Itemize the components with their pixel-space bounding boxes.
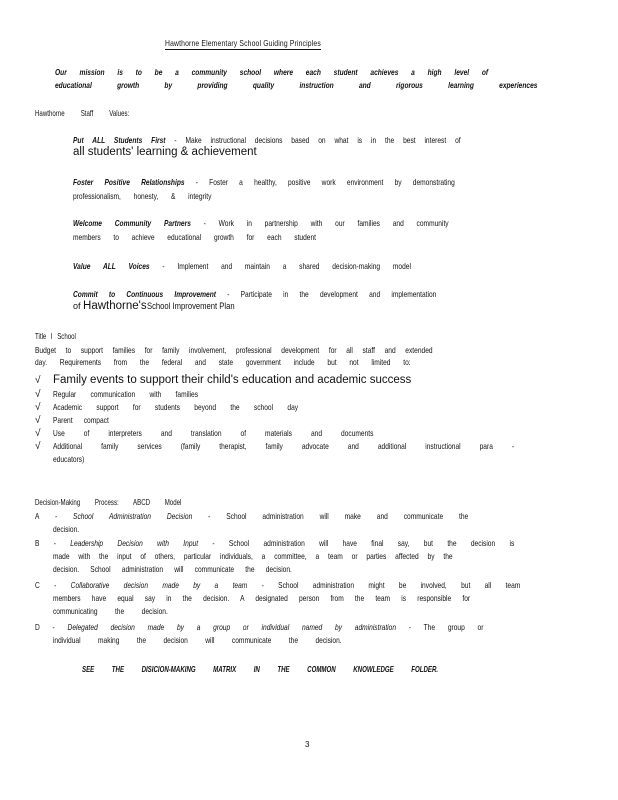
decision-label: School Administration Decision: [73, 511, 193, 521]
decision-item: D - Delegated decision made by a group or individual named by administration - The group or individual making the decision will communicate the decision.: [35, 622, 484, 645]
decision-item: B - Leadership Decision with Input - School administration will have final say, but the decision is made with the input of others, particular individuals, a committee, a team or parties affected by the decision. School administration will communicate the decision.: [35, 538, 515, 574]
decision-label: Collaborative decision made by a team: [70, 580, 248, 590]
mission-line-2: educational growth by providing quality instruction and rigorous learning experiences: [55, 80, 538, 90]
mission-statement: [55, 66, 575, 92]
title-one-heading: Title I School: [35, 331, 76, 341]
value-text: - Make instructional decisions based on what is in the best interest of: [174, 135, 461, 145]
value-item: [73, 135, 553, 158]
value-text-cont: professionalism, honesty, & integrity: [73, 191, 212, 201]
value-text: - Foster a healthy, positive work environment by demonstrating: [195, 177, 455, 187]
page-number: 3: [305, 740, 310, 749]
list-item-cont: educators): [53, 454, 85, 464]
value-title: Commit to Continuous Improvement: [73, 289, 217, 299]
value-title: Foster Positive Relationships: [73, 177, 185, 187]
list-item: √ Regular communication with families: [35, 389, 199, 400]
decision-label: Delegated decision made by a group or individual named by administration: [67, 622, 397, 632]
list-item: √ Academic support for students beyond the school day: [35, 402, 299, 413]
value-item: [73, 177, 553, 201]
value-text: - Implement and maintain a shared decision-making model: [162, 261, 411, 271]
value-text: - Participate in the development and implementation: [227, 289, 437, 299]
title-one-line-1: Budget to support families for family involvement, professional development for all staff and extended: [35, 345, 433, 355]
value-title: Value ALL Voices: [73, 261, 150, 271]
value-title: Welcome Community Partners: [73, 218, 191, 228]
value-item: [73, 218, 553, 242]
value-text-cont: all students' learning & achievement: [73, 146, 257, 158]
decision-label: Leadership Decision with Input: [70, 538, 199, 548]
see-matrix-note: SEE THE DISICION-MAKING MATRIX IN THE COMMON KNOWLEDGE FOLDER.: [82, 664, 439, 674]
decision-heading: Decision-Making Process: ABCD Model: [35, 497, 182, 507]
list-item: √ Parent compact: [35, 415, 109, 426]
title-one-line-2: day. Requirements from the federal and state government include but not limited to:: [35, 357, 411, 367]
staff-values-heading: Hawthorne Staff Values:: [35, 108, 130, 118]
value-text: - Work in partnership with our families and community: [203, 218, 449, 228]
value-text-cont: members to achieve educational growth for each student: [73, 232, 317, 242]
value-text-cont: of Hawthorne'sSchool Improvement Plan: [73, 300, 235, 312]
list-item: √ Use of interpreters and translation of materials and documents: [35, 428, 374, 439]
value-item: [73, 261, 553, 271]
value-title: Put ALL Students First: [73, 135, 166, 145]
mission-line-1: Our mission is to be a community school where each student achieves a high level of: [55, 67, 489, 77]
page-title: Hawthorne Elementary School Guiding Principles: [165, 38, 321, 48]
title-one-list: [35, 370, 618, 462]
value-item: [73, 289, 553, 312]
list-item: √ Additional family services (family therapist, family advocate and additional instructional para -: [35, 441, 515, 452]
list-item: √ Family events to support their child's education and academic success: [35, 374, 412, 386]
decision-item: A - School Administration Decision - School administration will make and communicate the decision.: [35, 511, 469, 534]
decision-item: C - Collaborative decision made by a team - School administration might be involved, but all team members have equal say in the decision. A designated person from the team is responsible for communicating the decision.: [35, 580, 521, 616]
